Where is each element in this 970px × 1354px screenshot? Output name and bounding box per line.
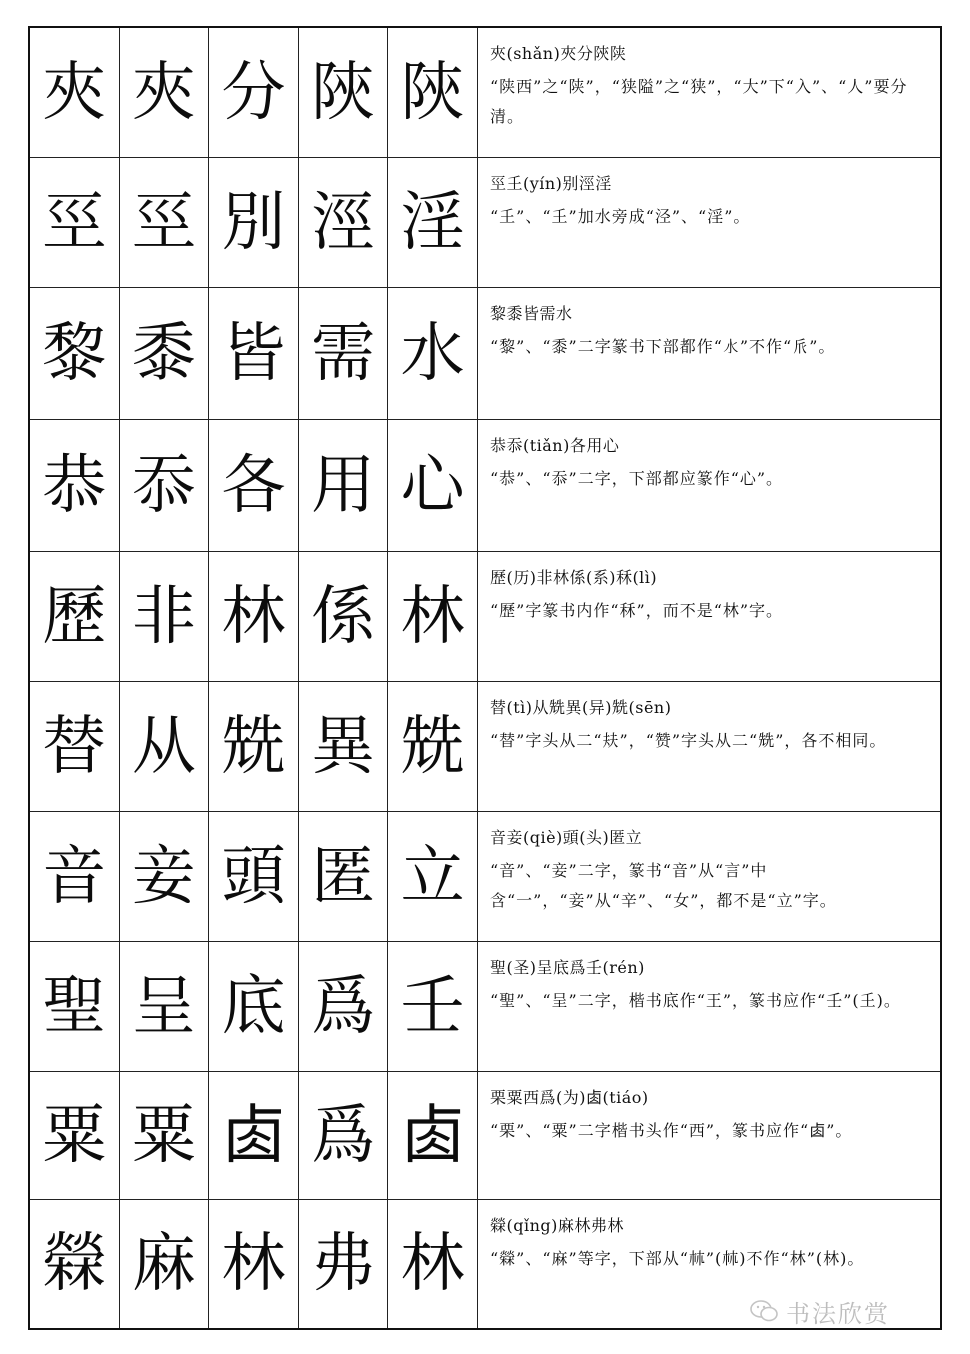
seal-script-glyph: 忝 [120, 420, 210, 551]
seal-script-glyph: 粟 [120, 1072, 210, 1199]
entry-explanation: “栗”、“粟”二字楷书头作“西”，篆书应作“𠧪”。 [489, 1121, 853, 1140]
seal-script-glyph: 𠧪 [209, 1072, 299, 1199]
seal-script-glyph: 需 [299, 288, 389, 419]
seal-script-glyph: 从 [120, 682, 210, 811]
seal-script-glyph: 淫 [388, 158, 478, 287]
entry-explanation: “聖”、“呈”二字，楷书底作“王”，篆书应作“壬”(𡈼)。 [489, 991, 901, 1010]
seal-script-glyph: 夾 [30, 28, 120, 157]
seal-script-glyph: 恭 [30, 420, 120, 551]
seal-script-glyph: 林 [388, 1200, 478, 1328]
explanation-cell [478, 28, 940, 157]
seal-script-glyph: 黍 [120, 288, 210, 419]
table-row [30, 942, 940, 1072]
table-row [30, 158, 940, 288]
seal-script-glyph: 壬 [388, 942, 478, 1071]
entry-title: 栗粟西爲(为)𠧪(tiáo) [489, 1088, 649, 1107]
seal-script-glyph: 妾 [120, 812, 210, 941]
seal-script-glyph: 音 [30, 812, 120, 941]
seal-script-glyph: 兟 [209, 682, 299, 811]
seal-script-glyph: 林 [388, 552, 478, 681]
seal-script-glyph: 底 [209, 942, 299, 1071]
entry-title: 黎黍皆需水 [489, 304, 573, 323]
table-row [30, 682, 940, 812]
explanation-cell [478, 1072, 940, 1199]
entry-explanation: “恭”、“忝”二字，下部都应篆作“心”。 [489, 469, 784, 488]
entry-title: 音妾(qiè)頭(头)匿立 [489, 828, 643, 847]
seal-script-glyph: 爲 [299, 1072, 389, 1199]
seal-script-glyph: 涇 [299, 158, 389, 287]
seal-script-glyph: 林 [209, 1200, 299, 1328]
entry-title: 夾(shǎn)夾分陝陕 [489, 44, 627, 63]
seal-script-glyph: 立 [388, 812, 478, 941]
seal-script-glyph: 林 [209, 552, 299, 681]
seal-script-glyph: 心 [388, 420, 478, 551]
entry-explanation: “黎”、“黍”二字篆书下部都作“𣱱”不作“𠂢”。 [489, 337, 836, 356]
seal-script-glyph: 巠 [30, 158, 120, 287]
table-row [30, 552, 940, 682]
entry-title: 檾(qǐng)麻林弗林 [489, 1216, 624, 1235]
seal-script-glyph: 𠧪 [388, 1072, 478, 1199]
seal-script-glyph: 陝 [299, 28, 389, 157]
table-row [30, 812, 940, 942]
seal-script-glyph: 別 [209, 158, 299, 287]
seal-script-glyph: 巠 [120, 158, 210, 287]
explanation-cell [478, 420, 940, 551]
character-comparison-table [28, 26, 942, 1330]
seal-script-glyph: 兟 [388, 682, 478, 811]
entry-title: 巠𡈼(yín)别涇淫 [489, 174, 612, 193]
watermark [750, 1295, 890, 1327]
seal-script-glyph: 皆 [209, 288, 299, 419]
explanation-cell [478, 552, 940, 681]
entry-explanation: “陕西”之“陕”，“狭隘”之“狭”，“大”下“入”、“人”要分清。 [489, 77, 908, 126]
seal-script-glyph: 非 [120, 552, 210, 681]
seal-script-glyph: 用 [299, 420, 389, 551]
seal-script-glyph: 異 [299, 682, 389, 811]
seal-script-glyph: 匿 [299, 812, 389, 941]
watermark-text: 书法欣赏 [786, 1299, 890, 1328]
seal-script-glyph: 檾 [30, 1200, 120, 1328]
wechat-icon [750, 1299, 778, 1323]
explanation-cell [478, 942, 940, 1071]
seal-script-glyph: 聖 [30, 942, 120, 1071]
seal-script-glyph: 陝 [388, 28, 478, 157]
seal-script-glyph: 麻 [120, 1200, 210, 1328]
seal-script-glyph: 各 [209, 420, 299, 551]
seal-script-glyph: 爲 [299, 942, 389, 1071]
explanation-cell [478, 682, 940, 811]
table-row [30, 420, 940, 552]
entry-title: 替(tì)从兟異(异)兟(sēn) [489, 698, 672, 717]
entry-title: 歷(历)非林係(系)秝(lì) [489, 568, 658, 587]
seal-script-glyph: 頭 [209, 812, 299, 941]
seal-script-glyph: 弗 [299, 1200, 389, 1328]
seal-script-glyph: 水 [388, 288, 478, 419]
explanation-cell [478, 812, 940, 941]
seal-script-glyph: 呈 [120, 942, 210, 1071]
explanation-cell [478, 158, 940, 287]
seal-script-glyph: 黎 [30, 288, 120, 419]
entry-explanation: “替”字头从二“㚘”，“赞”字头从二“兟”，各不相同。 [489, 731, 887, 750]
entry-explanation: “歷”字篆书内作“秝”，而不是“林”字。 [489, 601, 784, 620]
table-row [30, 1072, 940, 1200]
seal-script-glyph: 粟 [30, 1072, 120, 1199]
seal-script-glyph: 替 [30, 682, 120, 811]
seal-script-glyph: 歷 [30, 552, 120, 681]
seal-script-glyph: 夾 [120, 28, 210, 157]
entry-explanation: “音”、“妾”二字，篆书“音”从“言”中含“一”，“妾”从“辛”、“女”，都不是“立”字。 [489, 861, 837, 910]
seal-script-glyph: 係 [299, 552, 389, 681]
explanation-cell [478, 288, 940, 419]
entry-explanation: “𡈼”、“𡈼”加水旁成“泾”、“淫”。 [489, 207, 751, 226]
table-row [30, 288, 940, 420]
entry-explanation: “檾”、“麻”等字，下部从“𣏟”(𣏟)不作“林”(林)。 [489, 1249, 865, 1268]
entry-title: 聖(圣)呈底爲壬(rén) [489, 958, 645, 977]
table-row [30, 28, 940, 158]
entry-title: 恭忝(tiǎn)各用心 [489, 436, 620, 455]
seal-script-glyph: 分 [209, 28, 299, 157]
